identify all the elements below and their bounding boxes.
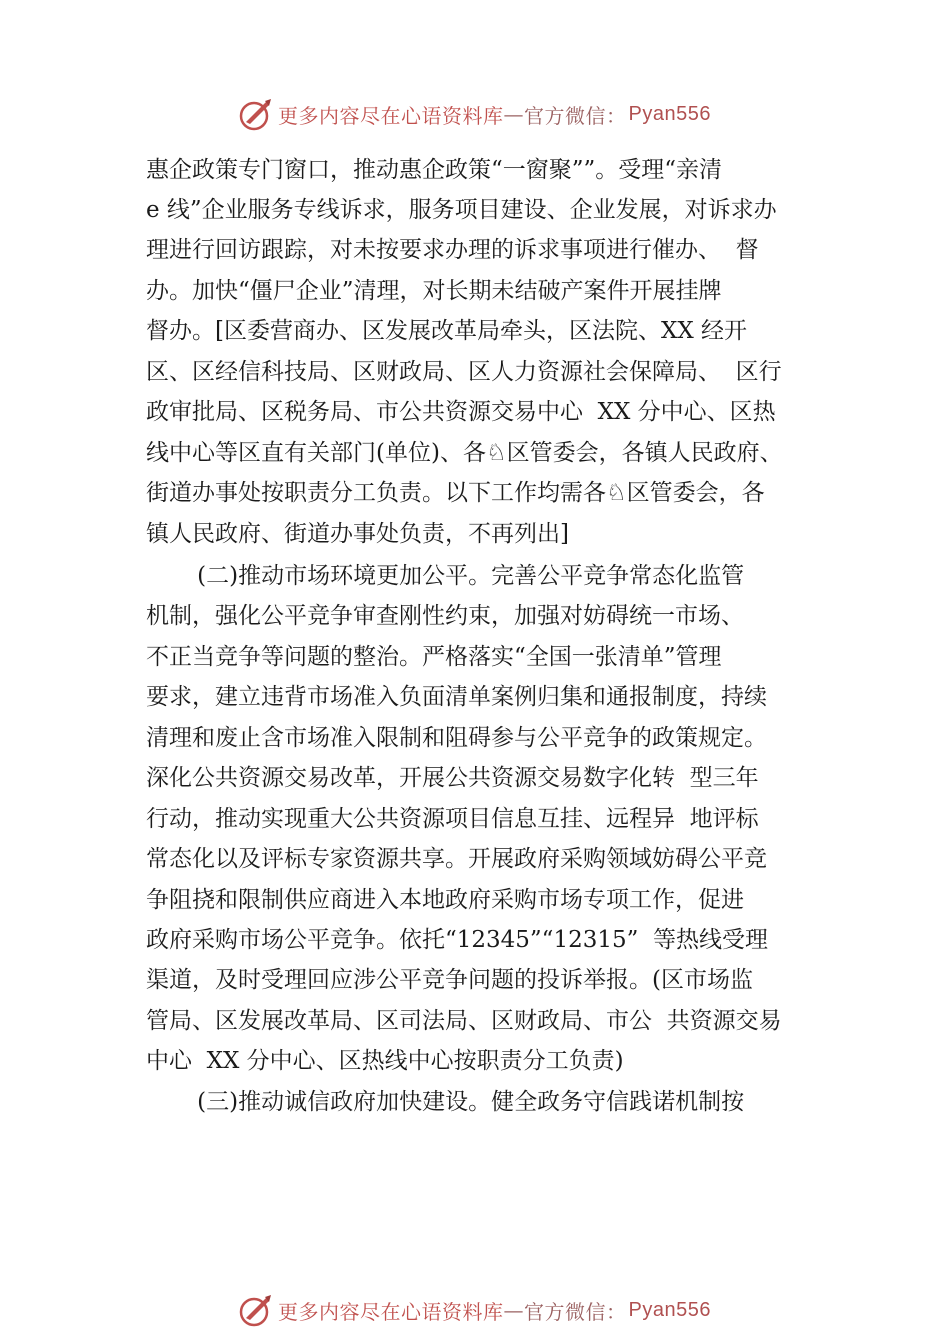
watermark-separator: — (503, 1298, 524, 1322)
body-line: 街道办事处按职责分工负责。以下工作均需各♘区管委会，各 (146, 480, 765, 506)
watermark-wechat-id: Pyan556 (628, 102, 711, 125)
body-line: 区、区经信科技局、区财政局、区人力资源社会保障局、 区行 (146, 359, 782, 385)
body-line: 政审批局、区税务局、市公共资源交易中心 XX 分中心、区热 (146, 399, 776, 425)
body-line: (二)推动市场环境更加公平。完善公平竞争常态化监管 (146, 563, 745, 589)
body-line: 中心 XX 分中心、区热线中心按职责分工负责) (146, 1048, 624, 1074)
body-line: 办。加快“僵尸企业”清理，对长期未结破产案件开展挂牌 (146, 278, 722, 304)
body-line: 渠道，及时受理回应涉公平竞争问题的投诉举报。(区市场监 (146, 967, 753, 993)
body-line: 争阻挠和限制供应商进入本地政府采购市场专项工作，促进 (146, 887, 744, 913)
watermark-main-text: 更多内容尽在心语资料库 (278, 1299, 504, 1324)
body-line: 惠企政策专门窗口，推动惠企政策“一窗聚””。受理“亲清 (146, 157, 723, 183)
body-line: e 线”企业服务专线诉求，服务项目建设、企业发展，对诉求办 (146, 197, 777, 223)
watermark-main-text: 更多内容尽在心语资料库 (278, 103, 504, 128)
body-line: 常态化以及评标专家资源共享。开展政府采购领域妨碍公平竞 (146, 846, 767, 872)
body-line: 清理和废止含市场准入限制和阻碍参与公平竞争的政策规定。 (146, 725, 767, 751)
body-line: (三)推动诚信政府加快建设。健全政务守信践诺机制按 (146, 1089, 745, 1115)
body-line: 线中心等区直有关部门(单位)、各♘区管委会，各镇人民政府、 (146, 440, 783, 466)
body-line: 督办。[区委营商办、区发展改革局牵头，区法院、XX 经开 (146, 318, 748, 344)
body-line: 机制，强化公平竞争审查刚性约束，加强对妨碍统一市场、 (146, 603, 744, 629)
header-watermark (238, 94, 758, 134)
watermark-sub-text: 官方微信： (524, 1299, 627, 1324)
watermark-sub-text: 官方微信： (524, 103, 627, 128)
body-line: 深化公共资源交易改革，开展公共资源交易数字化转 型三年 (146, 765, 759, 791)
body-line: 不正当竞争等问题的整治。严格落实“全国一张清单”管理 (146, 644, 722, 670)
body-line: 理进行回访跟踪，对未按要求办理的诉求事项进行催办、 督 (146, 237, 759, 263)
body-line: 要求，建立违背市场准入负面清单案例归集和通报制度，持续 (146, 684, 767, 710)
body-line: 管局、区发展改革局、区司法局、区财政局、市公 共资源交易 (146, 1008, 782, 1034)
quill-logo-icon (238, 96, 274, 132)
body-line: 行动，推动实现重大公共资源项目信息互挂、远程异 地评标 (146, 806, 759, 832)
quill-logo-icon (238, 1292, 274, 1328)
body-line: 政府采购市场公平竞争。依托“12345”“12315” 等热线受理 (146, 927, 768, 953)
body-line: 镇人民政府、街道办事处负责，不再列出] (146, 521, 569, 547)
footer-watermark (238, 1290, 758, 1330)
watermark-wechat-id: Pyan556 (628, 1298, 711, 1321)
watermark-separator: — (503, 102, 524, 126)
